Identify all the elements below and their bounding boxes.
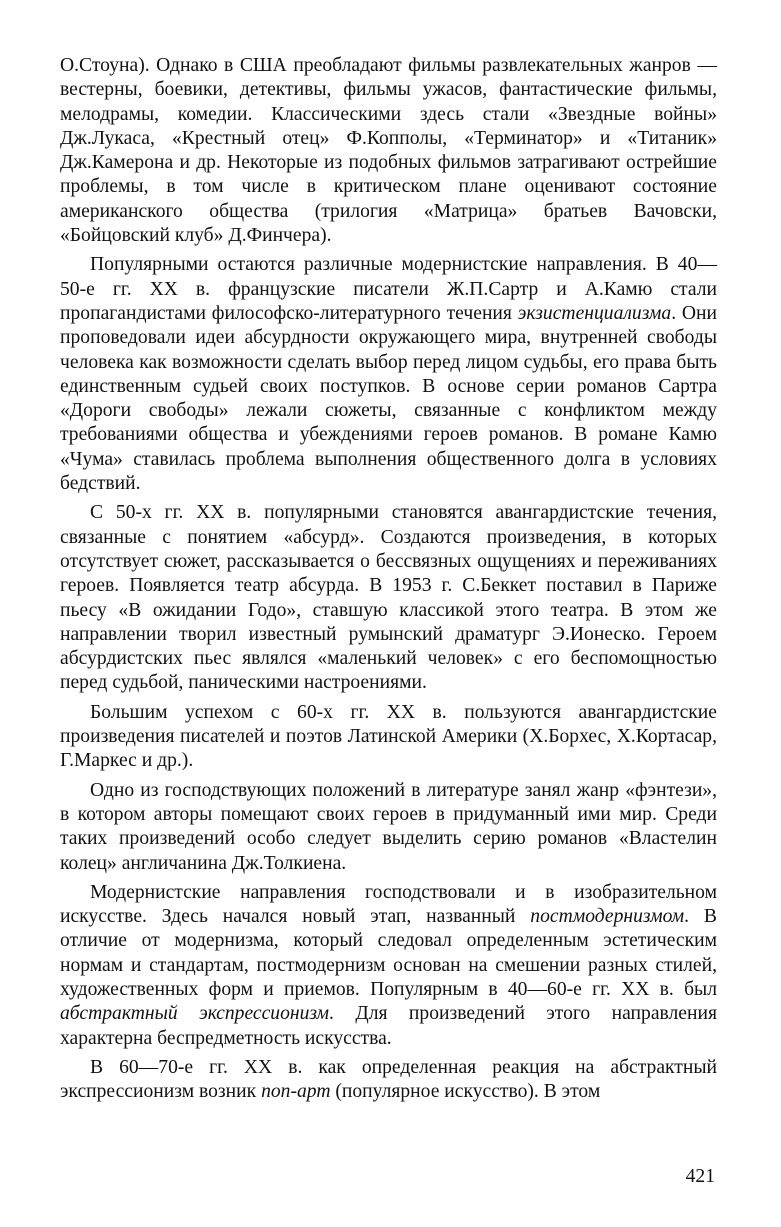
text-run: Одно из господствующих положений в литературе занял жанр «фэнтези», в котором авторы помещают своих героев в придуманный ими мир. Среди таких произведений особо следует выделить серию романов «Властелин колец» англичанина Дж.Толкиена. bbox=[60, 779, 717, 874]
paragraph-3 bbox=[60, 501, 717, 695]
text-run: Большим успехом с 60-х гг. XX в. пользуются авангардистские произведения писателей и поэтов Латинской Америки (Х.Борхес, Х.Кортасар, Г.Маркес и др.). bbox=[60, 701, 717, 772]
italic-term: поп-арт bbox=[261, 1081, 331, 1103]
text-run: (популярное искусство). В этом bbox=[330, 1081, 601, 1103]
paragraph-1 bbox=[60, 54, 717, 248]
paragraph-5 bbox=[60, 779, 717, 876]
text-run: О.Стоуна). Однако в США преобладают фильмы развлекательных жанров — вестерны, боевики, детективы, фильмы ужасов, фантастические фильмы, мелодрамы, комедии. Классическими здесь стали «Звездные войны» Дж.Лукаса, «Крестный отец» Ф.Копполы, «Терминатор» и «Титаник» Дж.Камерона и др. Некоторые из подобных фильмов затрагивают острейшие проблемы, в том числе в критическом плане оценивают состояние американского общества (трилогия «Матрица» братьев Вачовски, «Бойцовский клуб» Д.Финчера). bbox=[60, 55, 717, 247]
text-run: . Для произведений этого направления характерна беспредметность искусства. bbox=[60, 1003, 717, 1049]
text-run: . Они проповедовали идеи абсурдности окружающего мира, внутренней свободы человека как возможности сделать выбор перед лицом судьбы, его права быть единственным судьей своих поступков. В основе серии романов Сартра «Дороги свободы» лежали сюжеты, связанные с конфликтом между требованиями общества и убеждениями героев романов. В романе Камю «Чума» ставилась проблема выполнения общественного долга в условиях бедствий. bbox=[60, 302, 718, 495]
page-number: 421 bbox=[685, 1166, 715, 1187]
paragraph-2 bbox=[60, 253, 717, 496]
text-run: . В отличие от модернизма, который следовал определенным эстетическим нормам и стандартам, постмодернизм основан на смешении разных стилей, художественных форм и приемов. Популярным в 40—60-е гг. XX в. был bbox=[60, 906, 717, 1000]
paragraph-7 bbox=[60, 1056, 717, 1105]
paragraph-4 bbox=[60, 701, 717, 774]
italic-term: постмодернизмом bbox=[530, 906, 685, 928]
text-run: Популярными остаются различные модернистские направления. В 40—50-е гг. XX в. французские писатели Ж.П.Сартр и А.Камю стали пропагандистами философско-литературного течения bbox=[60, 254, 717, 324]
text-run: С 50-х гг. XX в. популярными становятся авангардистские течения, связанные с понятием «абсурд». Создаются произведения, в которых отсутствует сюжет, рассказывается о бессвязных ощущениях и переживаниях героев. Появляется театр абсурда. В 1953 г. С.Беккет поставил в Париже пьесу «В ожидании Годо», ставшую классикой этого театра. В этом же направлении творил известный румынский драматург Э.Ионеско. Героем абсурдистских пьес являлся «маленький человек» с его беспомощностью перед судьбой, паническими настроениями. bbox=[60, 502, 717, 694]
text-run: Модернистские направления господствовали и в изобразительном искусстве. Здесь начался новый этап, названный bbox=[60, 881, 717, 928]
italic-term: абстрактный экспрессионизм bbox=[60, 1003, 330, 1025]
book-page-text bbox=[60, 54, 717, 1104]
paragraph-6 bbox=[60, 881, 717, 1051]
text-run: В 60—70-е гг. XX в. как определенная реакция на абстрактный экспрессионизм возник bbox=[60, 1056, 717, 1103]
italic-term: экзистенциализма bbox=[517, 302, 672, 324]
